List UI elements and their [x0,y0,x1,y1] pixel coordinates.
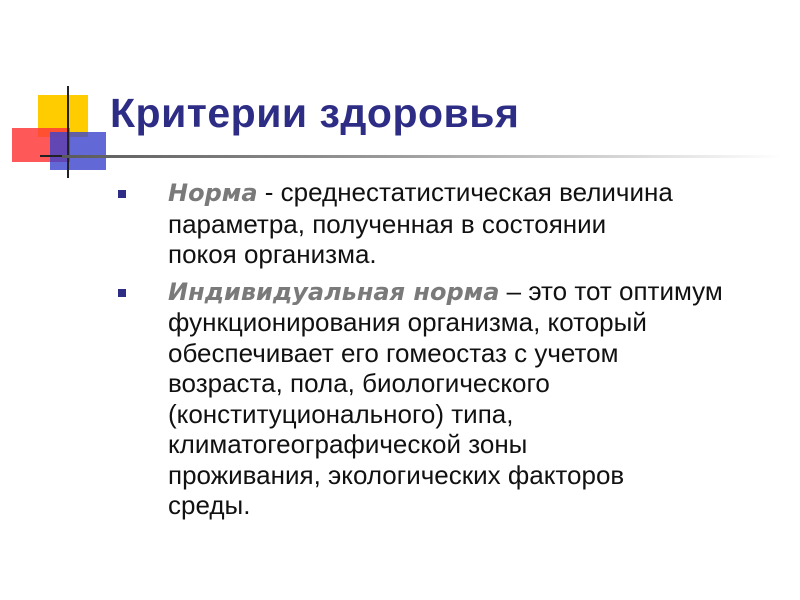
term-individual-norm: Индивидуальная норма [168,277,500,306]
bullet-line [168,276,788,308]
logo-blue-square [50,132,106,170]
bullet-line: параметра, полученная в состоянии [168,208,607,239]
bullet-item-norm [118,177,788,270]
logo-vertical-line [67,86,69,178]
definition-text: - среднестатистическая величина [257,177,673,207]
bullet-line: климатогеографической зоны [168,429,528,459]
bullet-list [118,177,788,521]
bullet-line: (конституционального) типа, [168,398,514,429]
bullet-line: покоя организма. [168,239,377,269]
bullet-item-individual-norm [118,276,788,521]
slide-title: Критерии здоровья [110,90,520,136]
square-bullet-icon [118,289,126,297]
square-bullet-icon [118,190,126,198]
bullet-text [168,276,788,521]
term-norm: Норма [168,179,258,207]
bullet-line: проживания, экологических факторов [168,459,625,490]
definition-text: – это тот оптимум [499,275,723,306]
title-underline [62,155,782,158]
bullet-text [168,177,788,270]
bullet-line: возраста, пола, биологического [168,368,550,398]
bullet-line [168,177,788,209]
bullet-line: функционирования организма, который [168,307,647,337]
bullet-line: обеспечивает его гомеостаз с учетом [168,337,619,368]
bullet-line: среды. [168,490,251,520]
